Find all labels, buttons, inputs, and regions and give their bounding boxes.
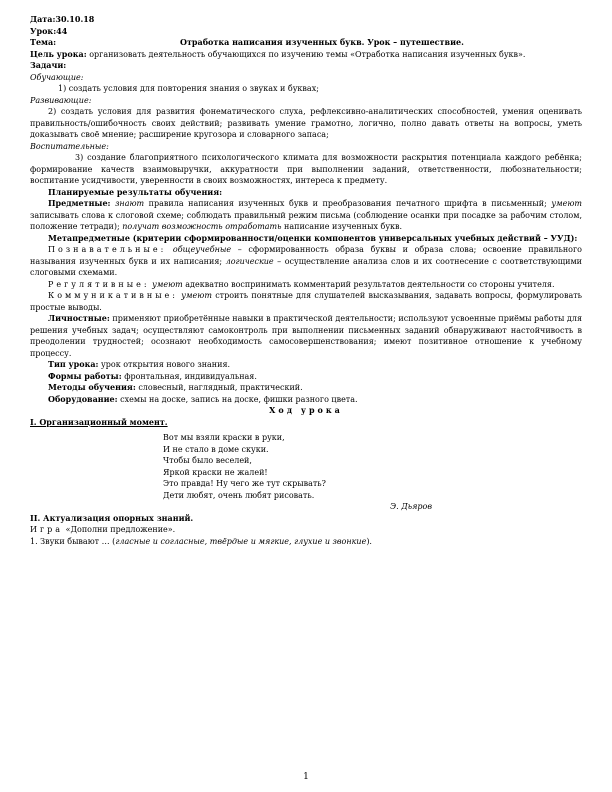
question-1-answer: гласные и согласные, твёрдые и мягкие, глухие и звонкие xyxy=(115,536,367,546)
lesson-type-row xyxy=(30,359,582,371)
subject-can: умеют xyxy=(551,199,582,208)
equipment-label: Оборудование: xyxy=(48,393,118,404)
game-row xyxy=(30,524,582,536)
methods-row xyxy=(30,382,582,394)
cognitive-logical: логические xyxy=(225,256,274,266)
communicative-label: Коммуникативные: xyxy=(48,291,178,300)
methods-label: Методы обучения: xyxy=(48,382,136,392)
personal-text: применяют приобретённые навыки в практической деятельности; используют усвоенные приёмы работы для решения учебных задач; осуществляют самоконтроль при выполнении письменных заданий обнаруживают настойчивость в преодолении трудностей; осознают необходимость самосовершенствования; имеют позитивное отношение к учебному процессу. xyxy=(30,314,582,358)
page-number: 1 xyxy=(303,772,309,782)
lesson-number: Урок:44 xyxy=(30,25,68,36)
poem-line: Это правда! Ну чего же тут скрывать? xyxy=(163,479,326,488)
subject-know: знают xyxy=(115,199,145,208)
topic-text: Отработка написания изученных букв. Урок – путешествие. xyxy=(180,37,464,47)
subject-text-1: правила написания изученных букв и преобразования печатного шрифта в письменный; xyxy=(148,199,547,208)
equipment-text: схемы на доске, запись на доске, фишки разного цвета. xyxy=(120,394,358,404)
methods-text: словесный, наглядный, практический. xyxy=(138,383,303,392)
communicative-text: строить понятные для слушателей высказывания, задавать вопросы, формулировать простые выводы. xyxy=(30,291,583,312)
cognitive-text-1: – сформированность образа буквы и образа слова; освоение правильного называния изученных букв и их написания; xyxy=(30,245,582,266)
upbringing-label: Воспитательные: xyxy=(30,141,109,151)
poem-line: Дети любят, очень любят рисовать. xyxy=(163,490,315,500)
subject-label: Предметные: xyxy=(48,198,111,208)
personal-results xyxy=(30,313,582,359)
game-label: Игра xyxy=(30,525,64,534)
cognitive-general: общеучебные xyxy=(172,245,232,254)
section-actualization: II. Актуализация опорных знаний. xyxy=(30,512,194,523)
question-1 xyxy=(30,536,582,548)
game-text: «Дополни предложение». xyxy=(65,525,176,534)
goal-text: организовать деятельность обучающихся по изучению темы «Отработка написания изученных букв». xyxy=(89,49,526,59)
educational-text: 1) создать условия для повторения знания о звуках и буквах; xyxy=(58,84,319,93)
developing-label: Развивающие: xyxy=(30,95,92,105)
personal-label: Личностные: xyxy=(48,313,110,323)
cognitive-label: Познавательные: xyxy=(48,245,167,254)
poem-line: И не стало в доме скуки. xyxy=(163,444,269,454)
subject-results xyxy=(30,198,582,233)
topic-label: Тема: xyxy=(30,37,57,47)
cognitive-text-2: – осуществление анализа слов и их соотнесение с соответствующими слоговыми схемами. xyxy=(30,256,583,277)
meta-results-label: Метапредметные (критерии сформированности/оценки компонентов универсальных учебных действий – УУД): xyxy=(48,232,578,243)
question-1-text: 1. Звуки бывают … ( xyxy=(30,536,116,546)
poem xyxy=(163,432,582,501)
question-1-end: ). xyxy=(366,536,372,546)
poem-line: Яркой краски не жалей! xyxy=(163,467,268,477)
planned-results-label: Планируемые результаты обучения: xyxy=(48,186,223,197)
regulative-label: Регулятивные: xyxy=(48,279,150,289)
educational-label: Обучающие: xyxy=(30,72,84,82)
goal-label: Цель урока: xyxy=(30,48,87,59)
work-forms-row xyxy=(30,371,582,383)
regulative-results xyxy=(30,279,582,291)
lesson-type-text: урок открытия нового знания. xyxy=(101,360,231,369)
goal-row xyxy=(30,49,582,61)
communicative-can: умеют xyxy=(181,291,212,300)
lesson-progress-heading: Ход урока xyxy=(269,405,343,415)
section-organizational: I. Организационный момент. xyxy=(30,416,168,427)
topic-row xyxy=(30,37,582,49)
subject-get: получат возможность отработать xyxy=(122,222,282,231)
work-forms-label: Формы работы: xyxy=(48,370,122,381)
document-page xyxy=(30,14,582,547)
equipment-row xyxy=(30,394,582,406)
poem-line: Вот мы взяли краски в руки, xyxy=(163,433,285,442)
subject-text-3: написание изученных букв. xyxy=(284,222,403,231)
lesson-type-label: Тип урока: xyxy=(48,359,99,369)
regulative-can: умеют xyxy=(152,279,183,289)
subject-text-2: записывать слова к слоговой схеме; соблюдать правильный режим письма (соблюдение осанки при посадке за рабочим столом, положение тетради); xyxy=(30,210,582,231)
cognitive-results xyxy=(30,244,582,279)
communicative-results xyxy=(30,290,582,313)
upbringing-text: 3) создание благоприятного психологического климата для возможности раскрытия потенциала каждого ребёнка; формирование качеств взаимовыручки, аккуратности при выполнении заданий, ответственности, любознательности; воспитание усидчивости, уверенности в своих возможностях, интереса к предмету. xyxy=(30,153,582,185)
regulative-text: адекватно воспринимать комментарий результатов деятельности со стороны учителя. xyxy=(185,279,555,289)
work-forms-text: фронтальная, индивидуальная. xyxy=(124,371,257,381)
lesson-date: Дата:30.10.18 xyxy=(30,14,95,24)
poem-author: Э. Дьяров xyxy=(390,502,432,511)
developing-text: 2) создать условия для развития фонематического слуха, рефлексивно-аналитических способностей, умения оценивать правильность/ошибочность своих действий; развивать умение грамотно, логично, полно давать ответы на вопросы, уметь доказывать своё мнение; расширение кругозора и словарного запаса; xyxy=(30,107,582,139)
tasks-label: Задачи: xyxy=(30,60,67,70)
poem-line: Чтобы было веселей, xyxy=(163,456,252,465)
